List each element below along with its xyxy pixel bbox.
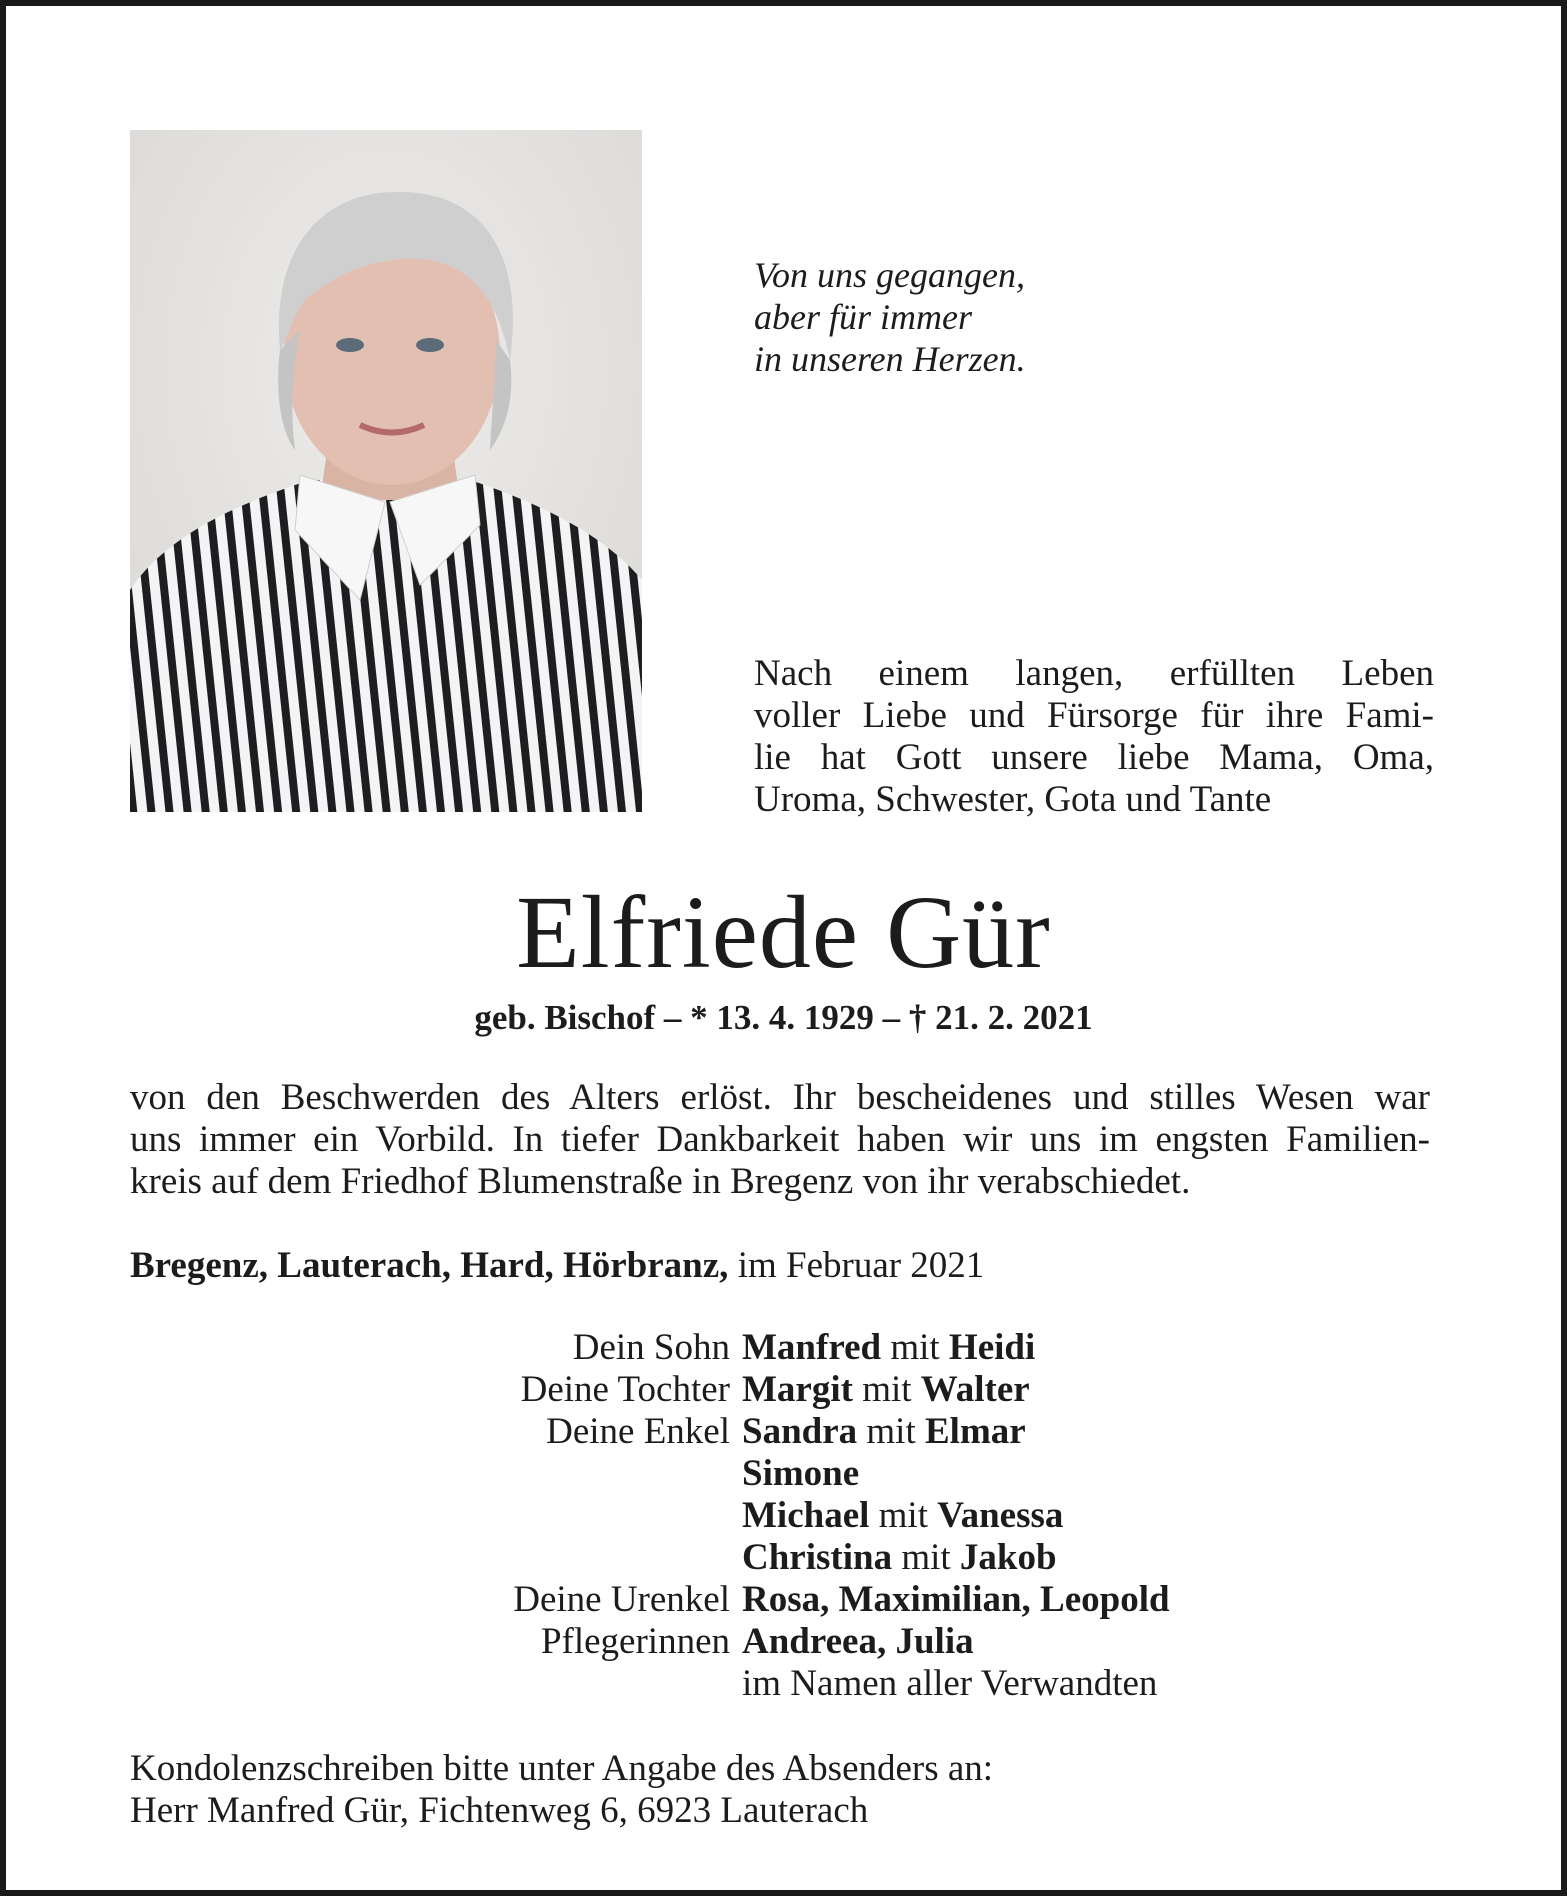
- mourner-row: [130, 1411, 1430, 1453]
- deceased-name: Elfriede Gür: [516, 875, 1051, 990]
- mourner-row: [130, 1453, 1430, 1495]
- mourner-name: Simone: [742, 1453, 860, 1494]
- mourner-role: Dein Sohn: [572, 1327, 730, 1368]
- mourners-list: [130, 1327, 1430, 1705]
- mourner-row: [130, 1579, 1430, 1621]
- deceased-dates: geb. Bischof – * 13. 4. 1929 – † 21. 2. 2021: [474, 998, 1093, 1037]
- mourner-names: [742, 1621, 974, 1663]
- mourner-names: [742, 1663, 1157, 1705]
- mourner-connector: mit: [852, 1369, 921, 1410]
- place-towns: Bregenz, Lauterach, Hard, Hörbranz,: [130, 1245, 729, 1286]
- mourner-role: [130, 1537, 742, 1579]
- footer-line: Kondolenzschreiben bitte unter Angabe des Absenders an:: [130, 1748, 994, 1789]
- mourner-names: [742, 1369, 1030, 1411]
- mourner-names: [742, 1537, 1057, 1579]
- body-line: von den Beschwerden des Alters erlöst. Ihr bescheidenes und stilles Wesen war: [130, 1077, 1430, 1118]
- quote-line: in unseren Herzen.: [754, 339, 1026, 379]
- mourner-name: Rosa, Maximilian, Leopold: [742, 1579, 1170, 1620]
- body-line: uns immer ein Vorbild. In tiefer Dankbarkeit haben wir uns im engsten Familien-: [130, 1119, 1430, 1160]
- mourner-name: Christina: [742, 1537, 893, 1578]
- mourner-name: Heidi: [948, 1327, 1036, 1368]
- mourner-name: Manfred: [742, 1327, 882, 1368]
- quote-line: aber für immer: [754, 297, 972, 337]
- portrait-image: [130, 130, 642, 812]
- mourner-name: Walter: [920, 1369, 1030, 1410]
- mourner-names: [742, 1495, 1063, 1537]
- mourner-connector: mit: [892, 1537, 960, 1578]
- mourner-row: [130, 1621, 1430, 1663]
- intro-line: lie hat Gott unsere liebe Mama, Oma,: [754, 737, 1434, 778]
- mourner-role: [130, 1495, 742, 1537]
- intro-text: [754, 653, 1434, 821]
- mourner-row: [130, 1369, 1430, 1411]
- mourner-role: Deine Tochter: [520, 1369, 730, 1410]
- mourner-name: Andreea, Julia: [742, 1621, 974, 1662]
- mourner-names: [742, 1579, 1170, 1621]
- mourner-names: [742, 1411, 1026, 1453]
- mourner-name: Sandra: [742, 1411, 858, 1452]
- condolence-address: [130, 1748, 1430, 1832]
- mourner-connector: mit: [869, 1495, 938, 1536]
- mourner-connector: mit: [857, 1411, 925, 1452]
- mourner-names: [742, 1327, 1035, 1369]
- mourner-connector: mit: [881, 1327, 949, 1368]
- body-text: [130, 1077, 1430, 1203]
- mourner-connector: im Namen aller Verwandten: [742, 1663, 1158, 1704]
- mourner-role: Pflegerinnen: [540, 1621, 730, 1662]
- mourner-row: [130, 1537, 1430, 1579]
- mourner-role: [130, 1663, 742, 1705]
- quote: [754, 254, 1274, 380]
- mourner-names: [742, 1453, 859, 1495]
- mourner-row: [130, 1495, 1430, 1537]
- body-line: kreis auf dem Friedhof Blumenstraße in Bregenz von ihr verabschiedet.: [130, 1161, 1191, 1202]
- mourner-name: Elmar: [925, 1411, 1026, 1452]
- mourner-role: Deine Enkel: [546, 1411, 730, 1452]
- mourner-role: Deine Urenkel: [513, 1579, 730, 1620]
- quote-line: Von uns gegangen,: [754, 255, 1025, 295]
- mourner-name: Vanessa: [937, 1495, 1064, 1536]
- portrait-photo: [130, 130, 642, 812]
- place-date: [130, 1245, 1430, 1287]
- place-month: im Februar 2021: [728, 1245, 985, 1286]
- mourner-row: [130, 1327, 1430, 1369]
- intro-line: Uroma, Schwester, Gota und Tante: [754, 779, 1272, 820]
- mourner-name: Margit: [742, 1369, 853, 1410]
- mourner-row: [130, 1663, 1430, 1705]
- intro-line: Nach einem langen, erfüllten Leben: [754, 653, 1434, 694]
- intro-line: voller Liebe und Fürsorge für ihre Fami-: [754, 695, 1434, 736]
- mourner-name: Jakob: [959, 1537, 1057, 1578]
- mourner-role: [130, 1453, 742, 1495]
- mourner-name: Michael: [742, 1495, 870, 1536]
- obituary-page: [6, 6, 1561, 1890]
- footer-line: Herr Manfred Gür, Fichtenweg 6, 6923 Lauterach: [130, 1790, 869, 1831]
